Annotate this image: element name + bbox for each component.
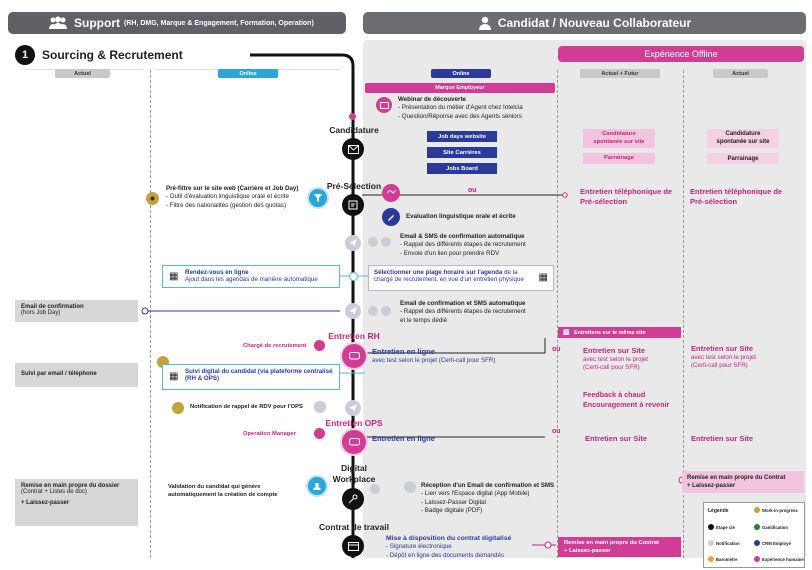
- crm-icon: [381, 237, 391, 247]
- email-conf-left: Email de confirmation (hors Job Day): [15, 300, 138, 322]
- filter-icon: [307, 187, 329, 209]
- marque-employeur: Marque Employeur: [365, 83, 555, 93]
- human-experience-icon: [754, 556, 760, 562]
- gamification-icon: [172, 402, 184, 414]
- preselection-icon: [342, 194, 364, 216]
- job-days-button[interactable]: Job days website: [427, 131, 497, 142]
- operation-manager: Operation Manager: [243, 431, 296, 437]
- spontanee-actuel: Candidature spontanée sur site: [707, 129, 779, 148]
- parrainage-futur: Parrainage: [583, 153, 655, 164]
- calendar-icon: ▦: [169, 271, 179, 282]
- candidat-title: Candidat / Nouveau Collaborateur: [497, 16, 692, 30]
- webinar-icon: [376, 97, 392, 113]
- email-sms-2: Email de confirmation et SMS automatique - Rappel des différents étapes de recrutement et le temps dédié: [400, 300, 526, 324]
- building-icon: ▥: [563, 329, 570, 336]
- webinar: Webinar de découverte - Présentation du métier d'Agent chez Intelcia - Question/Réponse avec des Agents séniors: [398, 96, 523, 120]
- parrainage-actuel: Parrainage: [707, 153, 779, 164]
- entretien-site-actuel: Entretien sur Site avec test selon le projet (Certi-call pour SFR): [691, 344, 757, 370]
- stage-digital-workplace: Digital Workplace: [332, 463, 376, 484]
- notif-rdv: Notification de rappel de RDV pour l'OPS: [190, 404, 303, 410]
- crm-icon: [381, 306, 391, 316]
- legend-barometre: Baromètre: [708, 556, 738, 562]
- remise-right: Remise en main propre du Contrat + Laissez-passer: [682, 471, 804, 493]
- support-title: Support: [74, 16, 120, 30]
- validation: Validation du candidat qui génère automatiquement la création de compte: [168, 484, 278, 498]
- entretien-site2-futur: Entretien sur Site: [585, 434, 648, 443]
- ou-label-2: ou: [552, 346, 561, 353]
- stage-preselection: Pré-Sélection: [326, 181, 382, 191]
- calendar-icon: ▦: [538, 272, 548, 283]
- legend-notification: Notification: [708, 540, 740, 546]
- key-step-icon: [708, 524, 714, 530]
- eval-ling: Evaluation linguistique orale et écrite: [406, 213, 516, 220]
- rdv-en-ligne: ▦ Rendez-vous en ligne Ajout dans les agendas de manière automatique: [162, 265, 340, 288]
- ou-label-3: ou: [552, 428, 561, 435]
- spontanee-futur: Candidature spontanée sur site: [583, 129, 655, 148]
- charge-recrutement: Chargé de recrutement: [243, 343, 307, 349]
- reception: Réception d'un Email de confirmation et SMS - Lien vers l'Espace digital (App Mobile) - Laissez-Passer Digital - Badge digitale (PDF): [421, 482, 555, 515]
- feedback: Feedback à chaud Encouragement à revenir: [583, 390, 670, 409]
- jobs-board-button[interactable]: Jobs Board: [427, 163, 497, 174]
- prefiltre: Pré-filtre sur le site web (Carrière et Job Day) - Outil d'évaluation linguistique orale et écrite - Filtre des nationalités (gestion des quotas): [166, 185, 299, 209]
- entretien-site2-actuel: Entretien sur Site: [691, 434, 754, 443]
- section-number: 1: [15, 45, 35, 65]
- support-subtitle: (RH, DMG, Marque & Engagement, Formation, Operation): [124, 19, 314, 27]
- crm-icon: [368, 237, 378, 247]
- legend-experience: Expérience humaine: [754, 556, 804, 562]
- wip-icon: [754, 507, 760, 513]
- entretien-tel-actuel: Entretien téléphonique de Pré-sélection: [690, 187, 783, 207]
- section-title: Sourcing & Recrutement: [42, 48, 183, 62]
- site-carrieres-button[interactable]: Site Carrières: [427, 147, 497, 158]
- avatar: [314, 428, 325, 439]
- crm-icon: [404, 481, 416, 493]
- notification-icon: [345, 303, 361, 319]
- node-dot: [349, 113, 356, 120]
- entretiens-meme-site: ▥ Entretiens sur le même site: [558, 327, 681, 338]
- grid-icon: ▦: [169, 371, 179, 382]
- crm-icon: [370, 484, 380, 494]
- notification-icon: [314, 401, 326, 413]
- mise-dispo: Mise à disposition du contrat digitalisé - Signature électronique - Dépôt en ligne des documents demandés: [386, 535, 512, 559]
- user-icon: [306, 475, 328, 497]
- legend-work-in-progress: Work-in-progress: [754, 507, 798, 513]
- gamification-icon: [754, 524, 760, 530]
- gamification-icon: [146, 192, 159, 205]
- entretien-ligne-ops: Entretien en ligne: [372, 434, 435, 443]
- crm-icon: [368, 306, 378, 316]
- suivi-digital: ▦ Suivi digital du candidat (via plateforme centralisé (RH & OPS): [162, 364, 340, 390]
- notification-icon: [708, 540, 714, 546]
- email-sms-1: Email & SMS de confirmation automatique - Rappel des différents étapes de recrutement - Envoie d'un lien pour prendre RDV: [400, 233, 526, 257]
- crm-icon: [754, 540, 760, 546]
- col-online-left: Online: [218, 69, 278, 78]
- entretien-site-futur: Entretien sur Site avec test selon le projet (Certi-call pour SFR): [583, 346, 649, 372]
- col-online-right: Online: [431, 69, 491, 78]
- notification-icon: [345, 400, 361, 416]
- entretien-ops-icon: [340, 428, 368, 456]
- plage-horaire: Sélectionner une plage horaire sur l'agenda de la chargé de recrutement, en vue d'un entretien physique ▦: [368, 265, 554, 291]
- remise-left: Remise en main propre du dossier (Contrat + Listes de doc) + Laissez-passer: [15, 479, 138, 526]
- entretien-ligne-rh: Entretien en ligne avec test selon le projet (Certi-call pour SFR): [372, 347, 496, 365]
- col-actuel-right: Actuel: [713, 69, 768, 78]
- remise-futur: Remise en main propre du Contrat + Laissez-passer: [558, 537, 681, 557]
- stage-contrat: Contrat de travail: [319, 522, 389, 532]
- stage-candidature: Candidature: [329, 125, 379, 135]
- legend-etape-cle: Étape clé: [708, 524, 735, 530]
- legend: Légende Work-in-progress Étape clé Gamification Notification CRM Employé Baromètre Expérience humaine: [703, 502, 805, 568]
- suivi-left: Suivi par email / téléphone: [15, 363, 138, 387]
- ou-label: ou: [468, 187, 477, 194]
- handshake-icon: [382, 184, 400, 202]
- node-dot: [349, 272, 358, 281]
- candidature-icon: [342, 138, 364, 160]
- col-actuel-left: Actuel: [55, 69, 110, 78]
- entretien-tel-futur: Entretien téléphonique de Pré-sélection: [580, 187, 673, 207]
- stage-entretien-rh: Entretien RH: [328, 331, 380, 341]
- stage-entretien-ops: Entretien OPS: [325, 418, 383, 428]
- evaluation-icon: [382, 208, 400, 226]
- avatar: [314, 340, 325, 351]
- contrat-icon: [342, 535, 364, 557]
- legend-gamification: Gamification: [754, 524, 788, 530]
- col-actuel-futur: Actuel + Futur: [580, 69, 660, 78]
- offline-header: Expérience Offline: [558, 46, 804, 62]
- barometer-icon: [708, 556, 714, 562]
- entretien-rh-icon: [340, 342, 368, 370]
- digital-workplace-icon: [342, 488, 364, 510]
- legend-crm: CRM Employé: [754, 540, 791, 546]
- notification-icon: [345, 235, 361, 251]
